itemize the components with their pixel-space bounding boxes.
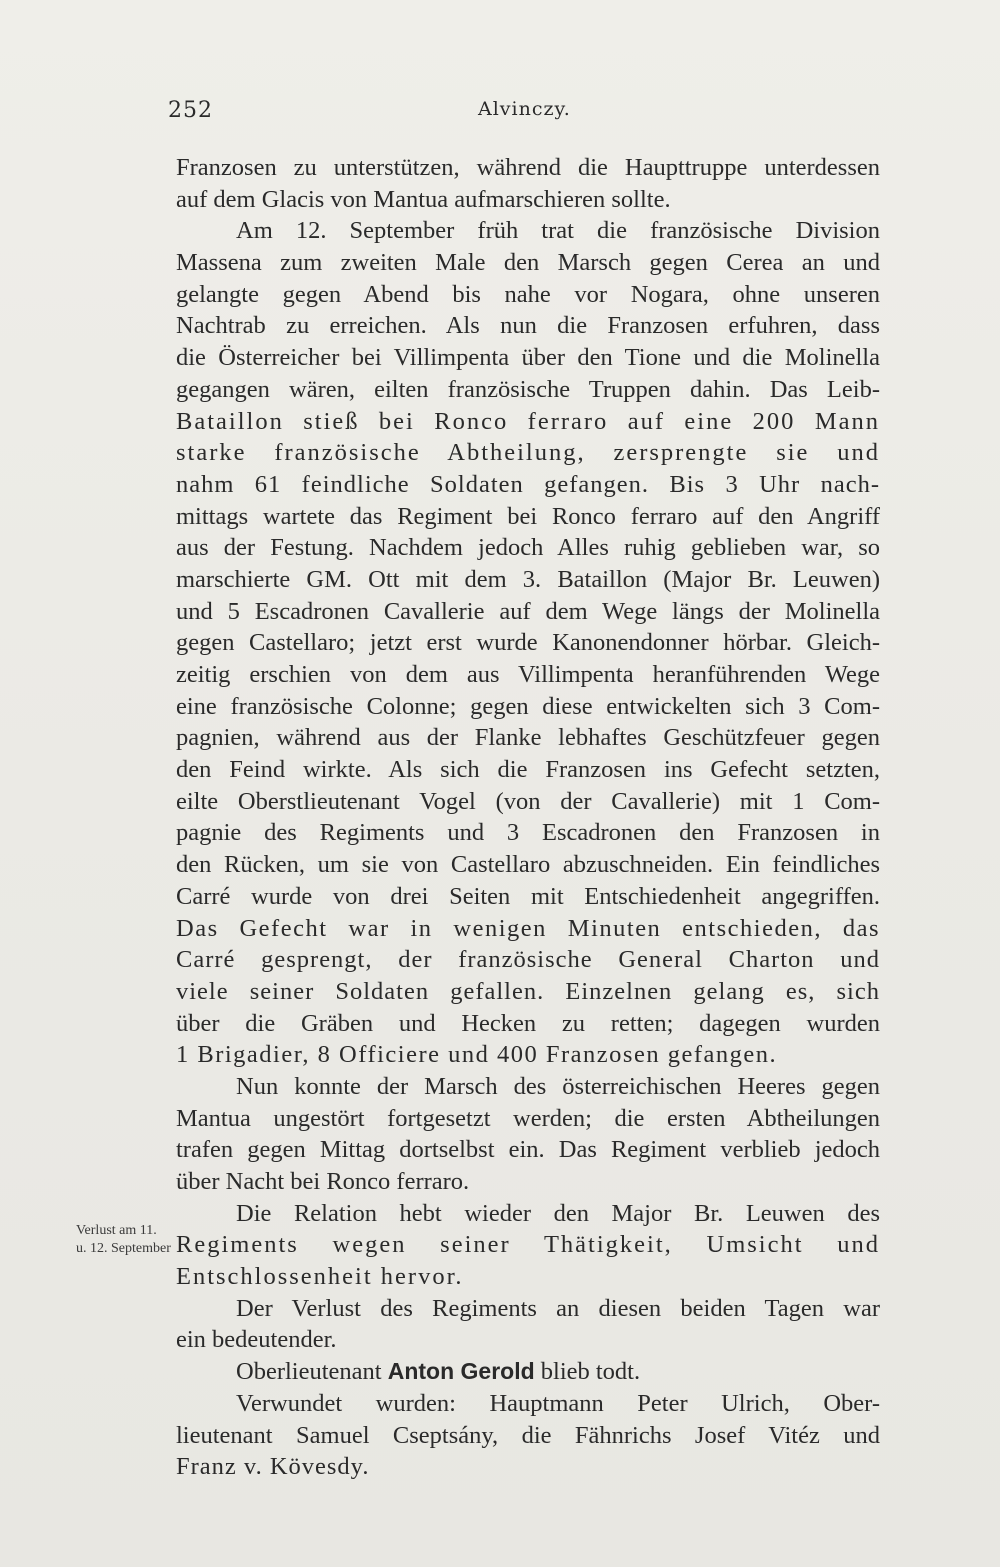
text-line: die Österreicher bei Villimpenta über den Tione und die Molinella — [176, 344, 880, 372]
text-line: gegangen wären, eilten französische Truppen dahin. Das Leib- — [176, 375, 880, 403]
text-line: Massena zum zweiten Male den Marsch gegen Cerea an und — [176, 249, 880, 277]
text-line: zeitig erschien von dem aus Villimpenta heranführenden Wege — [176, 661, 880, 688]
text-line: Franzosen zu unterstützen, während die Haupttruppe unterdessen — [176, 154, 880, 181]
text-line: über Nacht bei Ronco ferraro. — [176, 1168, 470, 1195]
text-line: nahm 61 feindliche Soldaten gefangen. Bis 3 Uhr nach- — [176, 470, 880, 498]
text-line: Die Relation hebt wieder den Major Br. Leuwen des — [236, 1199, 880, 1227]
text-line: und 5 Escadronen Cavallerie auf dem Wege längs der Molinella — [176, 597, 880, 625]
text-line: marschierte GM. Ott mit dem 3. Bataillon (Major Br. Leuwen) — [176, 565, 880, 593]
person-name-bold: Anton Gerold — [387, 1358, 535, 1385]
text-line: starke französische Abtheilung, zersprengte sie und — [176, 439, 880, 467]
body-text — [176, 152, 880, 1483]
text-line — [176, 1356, 880, 1388]
text-line: Bataillon stieß bei Ronco ferraro auf eine 200 Mann — [176, 407, 880, 435]
text-line: pagnie des Regiments und 3 Escadronen den Franzosen in — [176, 819, 880, 847]
page-header — [168, 98, 880, 128]
text-line: lieutenant Samuel Cseptsány, die Fähnrichs Josef Vitéz und — [176, 1421, 880, 1449]
text-line: ein bedeutender. — [176, 1326, 337, 1354]
text-line: Regiments wegen seiner Thätigkeit, Umsicht und — [176, 1231, 880, 1259]
text-line: über die Gräben und Hecken zu retten; dagegen wurden — [176, 1009, 880, 1037]
running-head: Alvinczy. — [478, 98, 571, 120]
text-line: Franz v. Kövesdy. — [176, 1453, 370, 1481]
marginal-note — [76, 1222, 171, 1258]
text-line: gelangte gegen Abend bis nahe vor Nogara, ohne unseren — [176, 280, 880, 308]
text-line: Carré gesprengt, der französische General Charton und — [176, 946, 880, 974]
text-line: auf dem Glacis von Mantua aufmarschieren sollte. — [176, 185, 671, 213]
text-line: Verwundet wurden: Hauptmann Peter Ulrich, Ober- — [236, 1389, 880, 1417]
text-line: eine französische Colonne; gegen diese entwickelten sich 3 Com- — [176, 692, 880, 720]
page-number: 252 — [168, 98, 213, 123]
text-line: Entschlossenheit hervor. — [176, 1263, 464, 1291]
text-line: 1 Brigadier, 8 Officiere und 400 Franzosen gefangen. — [176, 1041, 778, 1069]
text-line: viele seiner Soldaten gefallen. Einzelnen gelang es, sich — [176, 977, 880, 1005]
text-line: Das Gefecht war in wenigen Minuten entschieden, das — [176, 914, 880, 942]
marginal-note-line: Verlust am 11. — [76, 1223, 157, 1238]
marginal-note-line: u. 12. September — [76, 1241, 171, 1256]
text-line: pagnien, während aus der Flanke lebhaftes Geschützfeuer gegen — [176, 724, 880, 752]
text-line: mittags wartete das Regiment bei Ronco ferraro auf den Angriff — [176, 502, 880, 530]
text-line: Mantua ungestört fortgesetzt werden; die ersten Abtheilungen — [176, 1104, 880, 1132]
text-line: den Rücken, um sie von Castellaro abzuschneiden. Ein feindliches — [176, 851, 880, 879]
text-line: Nun konnte der Marsch des österreichischen Heeres gegen — [236, 1072, 880, 1100]
text-line: Am 12. September früh trat die französische Division — [236, 217, 880, 245]
text-segment: blieb todt. — [534, 1358, 641, 1386]
text-line: eilte Oberstlieutenant Vogel (von der Cavallerie) mit 1 Com- — [176, 787, 880, 815]
text-line: trafen gegen Mittag dortselbst ein. Das Regiment verblieb jedoch — [176, 1136, 880, 1164]
text-segment: Oberlieutenant — [236, 1358, 388, 1386]
text-line: Carré wurde von drei Seiten mit Entschiedenheit angegriffen. — [176, 882, 880, 910]
text-line: gegen Castellaro; jetzt erst wurde Kanonendonner hörbar. Gleich- — [176, 629, 880, 657]
text-line: Nachtrab zu erreichen. Als nun die Franzosen erfuhren, dass — [176, 312, 880, 340]
text-line: den Feind wirkte. Als sich die Franzosen ins Gefecht setzten, — [176, 756, 880, 784]
text-line: aus der Festung. Nachdem jedoch Alles ruhig geblieben war, so — [176, 534, 880, 562]
text-line: Der Verlust des Regiments an diesen beiden Tagen war — [236, 1294, 880, 1322]
